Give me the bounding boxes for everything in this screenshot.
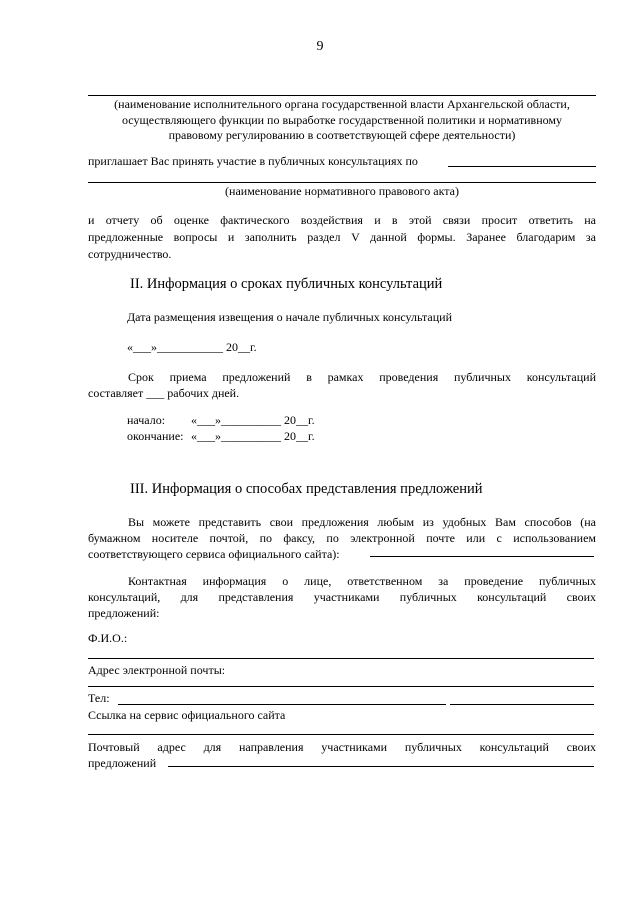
email-label: Адрес электронной почты:	[88, 663, 226, 677]
site-link-field[interactable]	[88, 734, 594, 735]
phone-field[interactable]	[118, 704, 446, 705]
org-name-line	[88, 95, 596, 96]
end-date-field[interactable]: «___»__________ 20__г.	[191, 429, 315, 443]
phone-field-extra[interactable]	[450, 704, 594, 705]
section-3-title: III. Информация о способах представления предложений	[130, 481, 483, 497]
term-dates	[127, 412, 315, 444]
act-name-line[interactable]	[88, 182, 596, 183]
phone-label: Тел:	[88, 691, 110, 705]
postal-address-field[interactable]	[168, 766, 594, 767]
intro-paragraph: и отчету об оценке фактического воздействия и в этой связи просит ответить на предложенные вопросы и заполнить раздел V данной формы. Заранее благодарим за сотрудничество.	[88, 213, 596, 261]
start-date-row	[127, 412, 315, 428]
email-field[interactable]	[88, 686, 594, 687]
org-caption: (наименование исполнительного органа государственной власти Архангельской области, осуществляющего функции по выработке государственной политики и нормативному правовому регулированию в соответствующей сфере деятельности)	[114, 97, 570, 142]
act-caption: (наименование нормативного правового акта)	[225, 184, 459, 198]
term-paragraph: Срок приема предложений в рамках проведения публичных консультаций составляет ___ рабочих дней.	[88, 370, 596, 400]
fio-label: Ф.И.О.:	[88, 631, 128, 645]
publication-date-field[interactable]: «___»___________ 20__г.	[127, 340, 257, 354]
invite-text: приглашает Вас принять участие в публичных консультациях по	[88, 154, 418, 168]
postal-paragraph: Почтовый адрес для направления участниками публичных консультаций своих предложений	[88, 740, 596, 770]
methods-blank[interactable]	[370, 556, 594, 557]
consultation-topic-blank[interactable]	[448, 166, 596, 167]
end-date-row	[127, 428, 315, 444]
section-2-title: II. Информация о сроках публичных консультаций	[130, 276, 443, 292]
methods-paragraph: Вы можете представить свои предложения любым из удобных Вам способов (на бумажном носителе почтой, по факсу, по электронной почте или с использованием соответствующего сервиса официального сайта):	[88, 515, 596, 561]
start-date-field[interactable]: «___»__________ 20__г.	[191, 413, 315, 427]
publication-date-label: Дата размещения извещения о начале публичных консультаций	[127, 310, 452, 324]
fio-field[interactable]	[88, 658, 594, 659]
page-number: 9	[316, 39, 324, 54]
start-label: начало:	[127, 413, 166, 427]
contact-paragraph: Контактная информация о лице, ответственном за проведение публичных консультаций, для представления участниками публичных консультаций своих предложений:	[88, 574, 596, 620]
end-label: окончание:	[127, 429, 184, 443]
site-label: Ссылка на сервис официального сайта	[88, 708, 286, 722]
